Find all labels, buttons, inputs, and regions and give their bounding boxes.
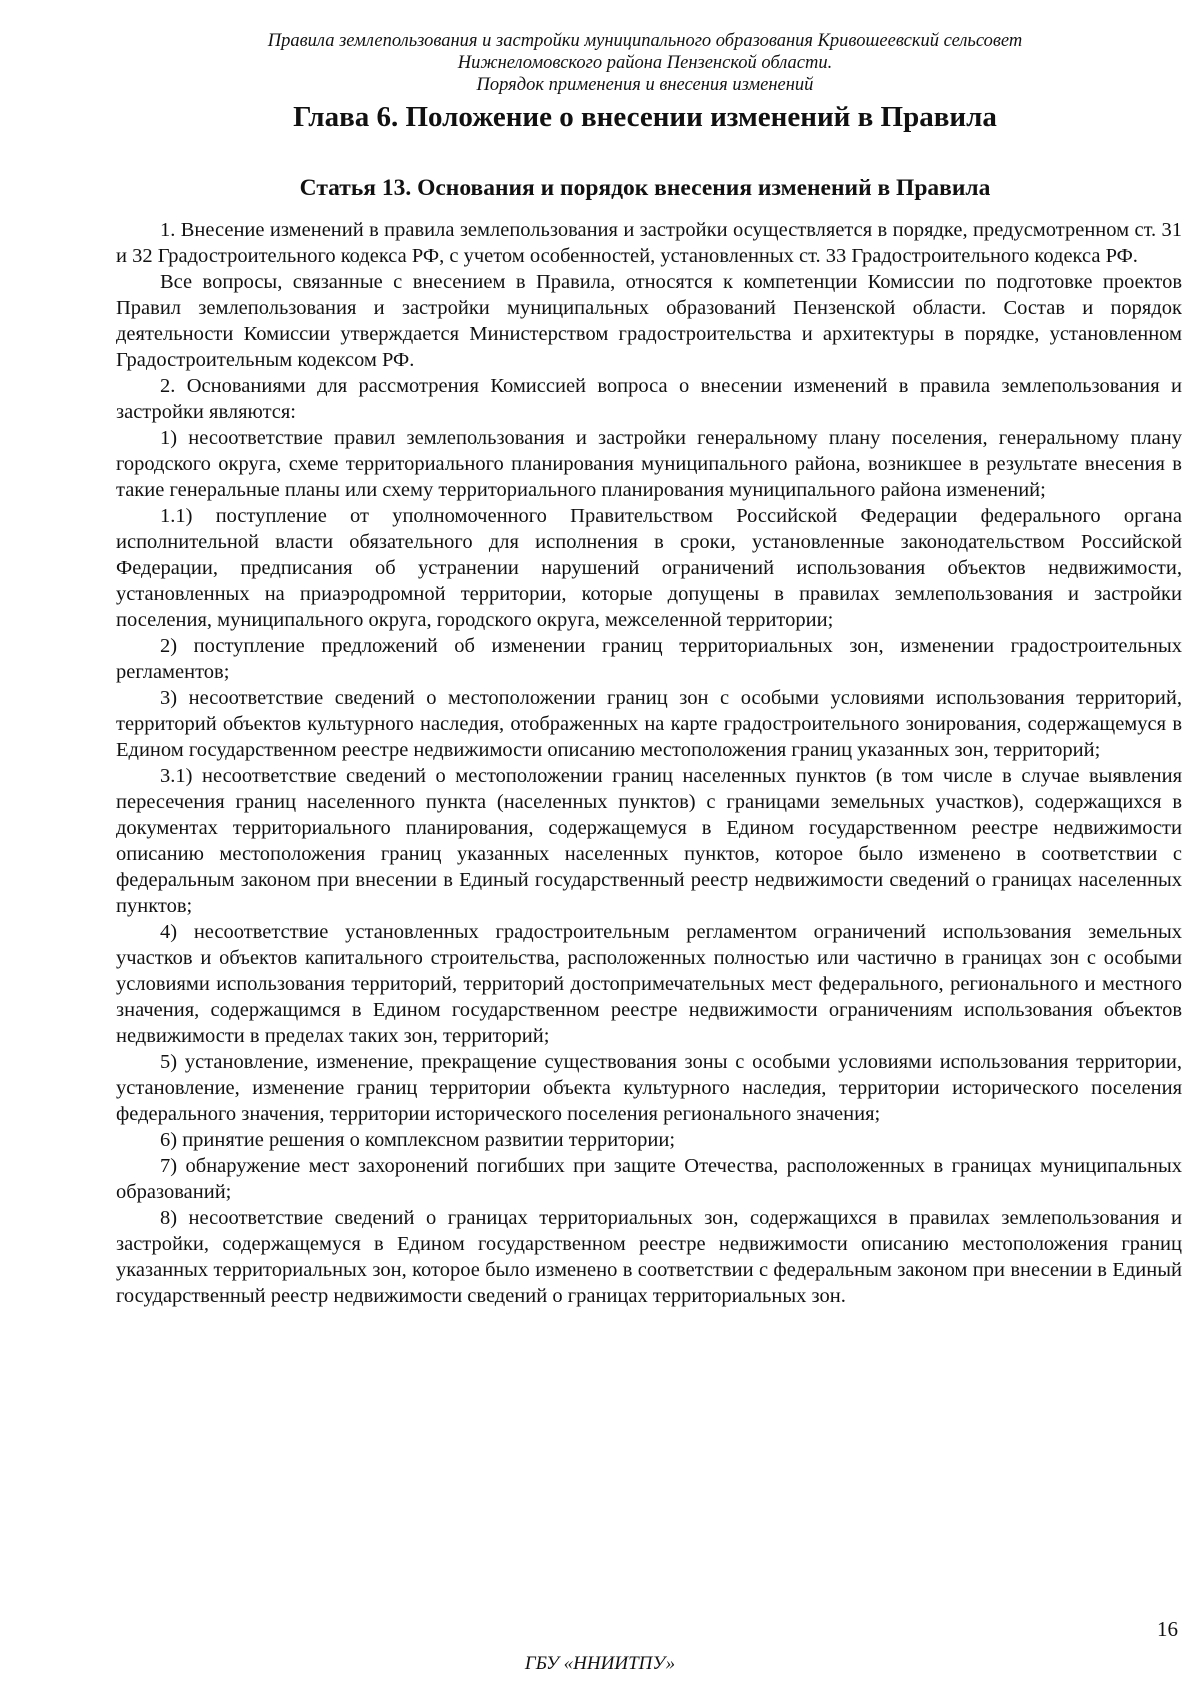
paragraph: 2. Основаниями для рассмотрения Комиссией вопроса о внесении изменений в правила землепользования и застройки являются: (116, 375, 1182, 423)
header-line: Правила землепользования и застройки муниципального образования Кривошеевский сельсовет (267, 31, 1023, 51)
paragraph: 2) поступление предложений об изменении границ территориальных зон, изменении градостроительных регламентов; (116, 635, 1182, 683)
paragraph: 6) принятие решения о комплексном развитии территории; (160, 1129, 676, 1151)
article-title: Статья 13. Основания и порядок внесения изменений в Правила (299, 175, 991, 201)
running-header (110, 30, 1180, 96)
document-body (116, 217, 1182, 1309)
chapter-title: Глава 6. Положение о внесении изменений в Правила (293, 101, 997, 133)
paragraph: 7) обнаружение мест захоронений погибших при защите Отечества, расположенных в границах муниципальных образований; (116, 1155, 1182, 1203)
paragraph: Все вопросы, связанные с внесением в Правила, относятся к компетенции Комиссии по подготовке проектов Правил землепользования и застройки муниципальных образований Пензенской области. Состав и порядок деятельности Комиссии утверждается Министерством градостроительства и архитектуры в порядке, установленном Градостроительным кодексом РФ. (116, 271, 1182, 371)
header-line: Нижнеломовского района Пензенской области. (457, 53, 833, 73)
paragraph: 1.1) поступление от уполномоченного Правительством Российской Федерации федерального органа исполнительной власти обязательного для исполнения в сроки, установленные законодательством Российской Федерации, предписания об устранении нарушений ограничений использования объектов недвижимости, установленных на приаэродромной территории, которые допущены в правилах землепользования и застройки поселения, муниципального округа, городского округа, межселенной территории; (116, 505, 1182, 631)
paragraph: 8) несоответствие сведений о границах территориальных зон, содержащихся в правилах землепользования и застройки, содержащемуся в Едином государственном реестре недвижимости описанию местоположения границ указанных территориальных зон, которое было изменено в соответствии с федеральным законом при внесении в Единый государственный реестр недвижимости сведений о границах территориальных зон. (116, 1207, 1182, 1307)
page-number: 16 (1157, 1617, 1178, 1641)
paragraph: 1) несоответствие правил землепользования и застройки генеральному плану поселения, генеральному плану городского округа, схеме территориального планирования муниципального района, возникшее в результате внесения в такие генеральные планы или схему территориального планирования муниципального района изменений; (116, 427, 1182, 501)
paragraph: 3.1) несоответствие сведений о местоположении границ населенных пунктов (в том числе в случае выявления пересечения границ населенного пункта (населенных пунктов) с границами земельных участков), содержащихся в документах территориального планирования, содержащемуся в Едином государственном реестре недвижимости описанию местоположения границ указанных населенных пунктов, которое было изменено в соответствии с федеральным законом при внесении в Единый государственный реестр недвижимости сведений о границах населенных пунктов; (116, 765, 1182, 917)
header-line: Порядок применения и внесения изменений (476, 75, 814, 95)
paragraph: 1. Внесение изменений в правила землепользования и застройки осуществляется в порядке, предусмотренном ст. 31 и 32 Градостроительного кодекса РФ, с учетом особенностей, установленных ст. 33 Градостроительного кодекса РФ. (116, 219, 1182, 267)
paragraph: 3) несоответствие сведений о местоположении границ зон с особыми условиями использования территорий, территорий объектов культурного наследия, отображенных на карте градостроительного зонирования, содержащемуся в Едином государственном реестре недвижимости описанию местоположения границ указанных зон, территорий; (116, 687, 1182, 761)
paragraph: 4) несоответствие установленных градостроительным регламентом ограничений использования земельных участков и объектов капитального строительства, расположенных полностью или частично в границах зон с особыми условиями использования территорий, территорий достопримечательных мест федерального, регионального и местного значения, содержащимся в Едином государственном реестре недвижимости ограничениям использования объектов недвижимости в пределах таких зон, территорий; (116, 921, 1182, 1047)
footer-organization: ГБУ «ННИИТПУ» (524, 1653, 676, 1674)
paragraph: 5) установление, изменение, прекращение существования зоны с особыми условиями использования территории, установление, изменение границ территории объекта культурного наследия, территории исторического поселения федерального значения, территории исторического поселения регионального значения; (116, 1051, 1182, 1125)
